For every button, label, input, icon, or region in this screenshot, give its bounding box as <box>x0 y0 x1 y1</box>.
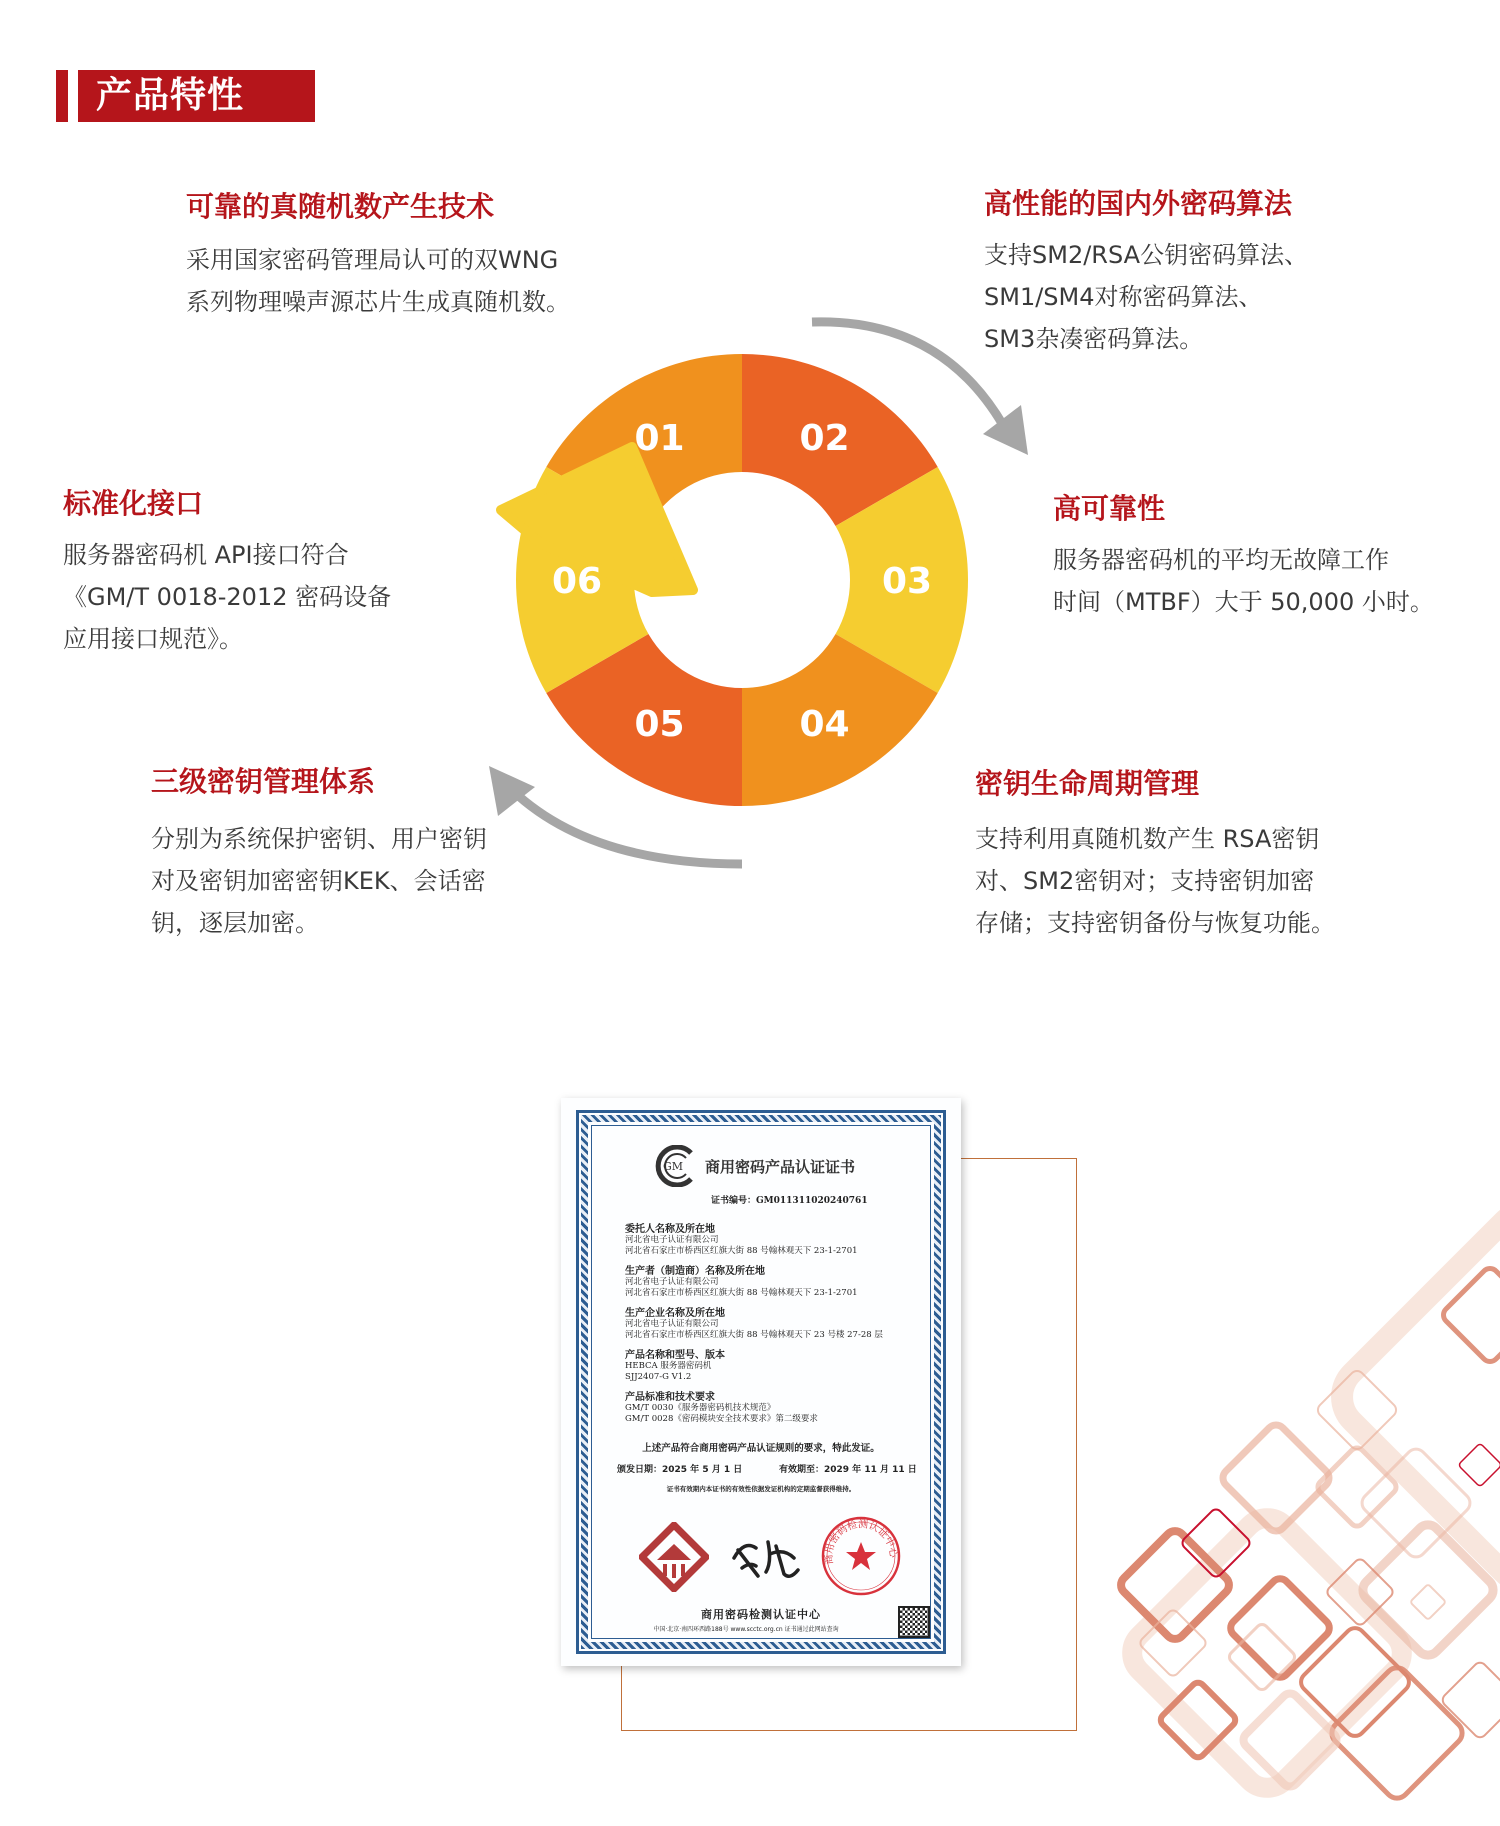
decorative-diamond <box>1227 1622 1297 1692</box>
certificate-sections <box>625 1220 883 1425</box>
decorative-diamond <box>1315 1368 1399 1452</box>
certificate-title: 商用密码产品认证证书 <box>705 1158 856 1176</box>
feature-title: 标准化接口 <box>63 487 204 520</box>
section-line: SJJ2407-G V1.2 <box>625 1372 692 1382</box>
svg-text:商用密码检测认证中心: 商用密码检测认证中心 <box>823 1519 899 1565</box>
feature-title: 密钥生命周期管理 <box>975 767 1200 800</box>
feature-line: 分别为系统保护密钥、用户密钥 <box>151 825 487 853</box>
feature-line: 《GM/T 0018-2012 密码设备 <box>63 583 392 611</box>
feature-line: 钥，逐层加密。 <box>151 909 319 937</box>
decorative-diamond <box>1328 1197 1500 1597</box>
certificate-image <box>561 1098 961 1666</box>
feature-line: 采用国家密码管理局认可的双WNG <box>186 246 559 274</box>
ring-number-04: 04 <box>799 703 850 745</box>
decorative-diamond <box>1117 1527 1233 1643</box>
qr-code <box>900 1608 928 1636</box>
section-line: 河北省电子认证有限公司 <box>625 1319 719 1329</box>
decorative-diamond <box>1440 1265 1500 1365</box>
expiry-date: 有效期至：2029 年 11 月 11 日 <box>779 1465 917 1475</box>
section-heading: 委托人名称及所在地 <box>625 1224 715 1235</box>
section-heading: 产品名称和型号、版本 <box>625 1350 725 1361</box>
decorative-diamond <box>1240 1690 1340 1790</box>
decorative-diamond <box>1180 1507 1252 1579</box>
feature-line: 支持利用真随机数产生 RSA密钥 <box>975 825 1320 853</box>
feature-line: SM3杂凑密码算法。 <box>984 325 1204 353</box>
section-line: 河北省电子认证有限公司 <box>625 1277 719 1287</box>
feature-line: 应用接口规范》。 <box>63 625 243 653</box>
ring-number-05: 05 <box>634 703 685 745</box>
ring-number-02: 02 <box>799 418 850 460</box>
decorative-diamond <box>1315 1445 1399 1529</box>
feature-title: 可靠的真随机数产生技术 <box>186 190 495 223</box>
section-heading: 产品标准和技术要求 <box>625 1392 715 1403</box>
decorative-diamond <box>1358 1520 1498 1660</box>
section-line: GM/T 0028《密码模块安全技术要求》第二级要求 <box>625 1414 818 1424</box>
section-line: 河北省石家庄市桥西区红旗大街 88 号翰林观天下 23 号楼 27-28 层 <box>625 1330 883 1340</box>
ring-number-01: 01 <box>634 418 685 460</box>
certificate-footer: 中国·北京·南四环西路188号 www.scctc.org.cn 证书通过此网站查询 <box>653 1626 839 1633</box>
certificate-statement: 上述产品符合商用密码产品认证规则的要求，特此发证。 <box>642 1443 880 1454</box>
section-line: GM/T 0030《服务器密码机技术规范》 <box>625 1403 776 1413</box>
official-seal <box>819 1514 903 1598</box>
section-heading: 生产企业名称及所在地 <box>625 1308 725 1319</box>
ring-number-06: 06 <box>551 561 603 602</box>
feature-03 <box>1053 491 1434 623</box>
feature-line: 对、SM2密钥对；支持密钥加密 <box>975 867 1315 895</box>
section-line: 河北省石家庄市桥西区红旗大街 88 号翰林观天下 23-1-2701 <box>625 1288 858 1298</box>
section-line: HEBCA 服务器密码机 <box>625 1361 712 1371</box>
feature-04 <box>975 766 1335 944</box>
svg-text:GM: GM <box>663 1160 684 1173</box>
decorative-diamond <box>1227 1575 1333 1681</box>
decorative-diamond <box>1138 1608 1208 1678</box>
feature-line: 系列物理噪声源芯片生成真随机数。 <box>186 288 570 316</box>
feature-line: 时间（MTBF）大于 50,000 小时。 <box>1053 588 1434 616</box>
decorative-diamond <box>1297 1624 1413 1740</box>
feature-title: 三级密钥管理体系 <box>151 765 376 798</box>
feature-01 <box>186 189 570 323</box>
issue-date: 颁发日期：2025 年 5 月 1 日 <box>617 1465 743 1475</box>
decorative-diamond <box>1122 1508 1412 1798</box>
decorative-diamond <box>1158 1680 1238 1760</box>
feature-line: SM1/SM4对称密码算法、 <box>984 283 1263 311</box>
decorative-diamond <box>1410 1584 1446 1620</box>
feature-title: 高性能的国内外密码算法 <box>984 187 1293 220</box>
feature-title: 高可靠性 <box>1053 492 1166 525</box>
feature-line: 支持SM2/RSA公钥密码算法、 <box>984 241 1309 269</box>
section-heading: 生产者（制造商）名称及所在地 <box>625 1266 765 1277</box>
feature-05 <box>151 764 487 944</box>
decorative-diamond <box>1458 1443 1500 1487</box>
feature-line: 服务器密码机的平均无故障工作 <box>1053 546 1389 574</box>
decorative-diamond <box>1358 1445 1474 1561</box>
feature-02 <box>984 186 1308 360</box>
certificate-note: 证书有效期内本证书的有效性依据发证机构的定期监督获得维持。 <box>666 1485 856 1493</box>
section-line: 河北省电子认证有限公司 <box>625 1235 719 1245</box>
feature-line: 服务器密码机 API接口符合 <box>63 541 349 569</box>
ring-number-03: 03 <box>881 561 933 602</box>
gm-logo <box>651 1145 701 1187</box>
feature-line: 存储；支持密钥备份与恢复功能。 <box>975 909 1335 937</box>
feature-06 <box>63 486 391 660</box>
decorative-diamond <box>1440 1660 1500 1740</box>
decorative-diamond <box>1219 1421 1333 1535</box>
page-title: 产品特性 <box>96 75 245 116</box>
decorative-diamond <box>1327 1663 1467 1803</box>
certificate-org-name: 商用密码检测认证中心 <box>701 1608 821 1621</box>
section-line: 河北省石家庄市桥西区红旗大街 88 号翰林观天下 23-1-2701 <box>625 1246 858 1256</box>
certificate-number: 证书编号：GM011311020240761 <box>711 1196 868 1206</box>
signature <box>726 1528 806 1583</box>
institution-emblem-icon <box>639 1522 709 1592</box>
decorative-diamond <box>1325 1557 1395 1627</box>
feature-line: 对及密钥加密密钥KEK、会话密 <box>151 867 486 895</box>
